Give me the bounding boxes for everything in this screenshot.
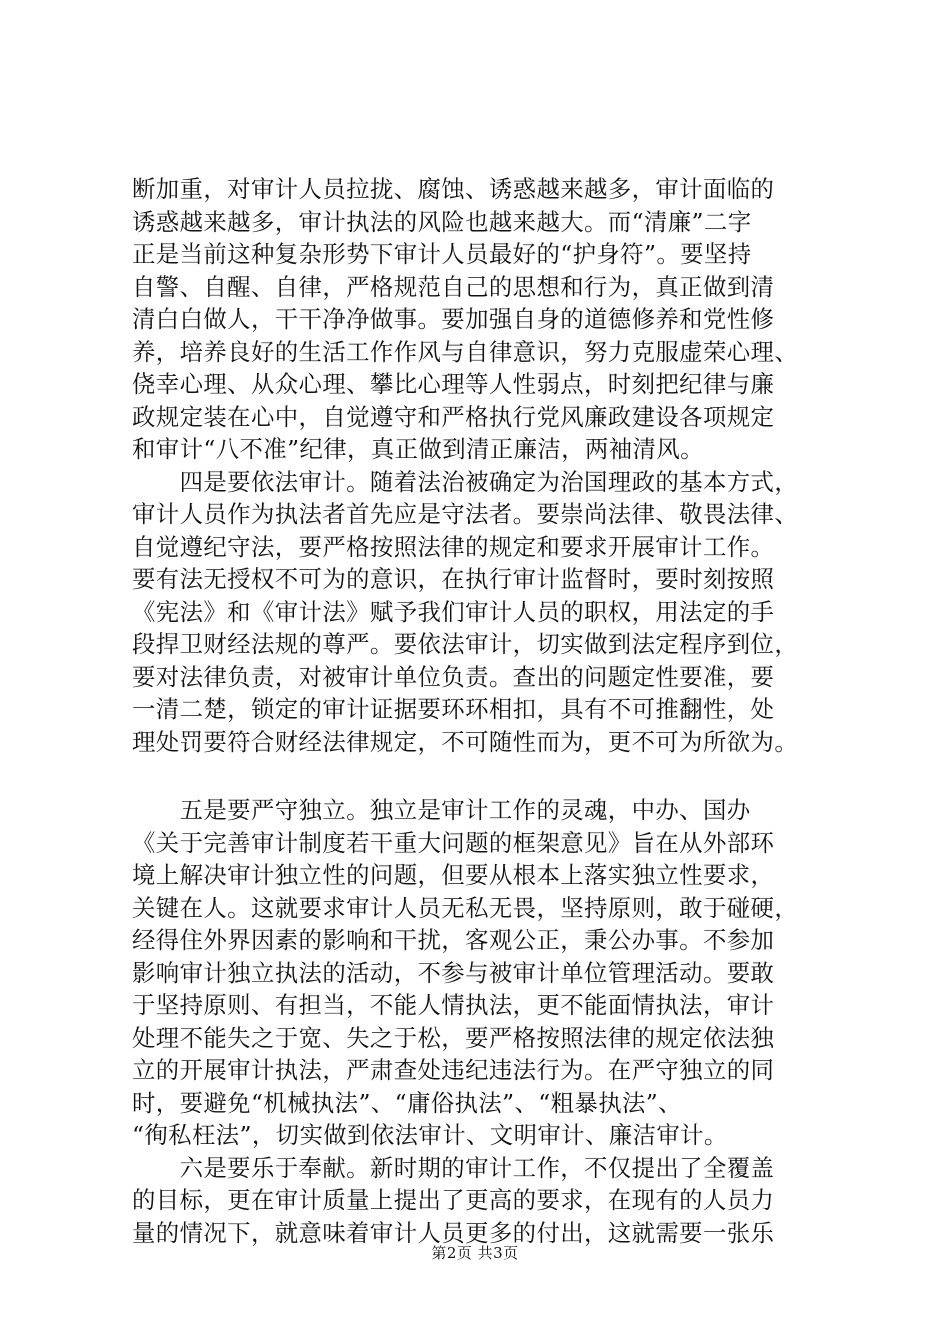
blank-line	[132, 758, 832, 794]
text-line: 关键在人。这就要求审计人员无私无畏，坚持原则，敢于碰硬，	[132, 893, 799, 922]
text-line: 养，培养良好的生活工作作风与自律意识，努力克服虚荣心理、	[132, 337, 799, 366]
text-line: 经得住外界因素的影响和干扰，客观公正，秉公办事。不参加	[132, 926, 775, 954]
text-line: 处理不能失之于宽、失之于松，要严格按照法律的规定依法独	[132, 1023, 775, 1052]
text-line: 诱惑越来越多，审计执法的风险也越来越大。而“清廉”二字	[132, 207, 752, 236]
text-line: 于坚持原则、有担当，不能人情执法，更不能面情执法，审计	[132, 991, 775, 1019]
paragraph-start-line: 四是要依法审计。随着法治被确定为治国理政的基本方式，	[132, 467, 799, 496]
text-line: 的目标，更在审计质量上提出了更高的要求，在现有的人员力	[132, 1186, 775, 1214]
text-line: 要对法律负责，对被审计单位负责。查出的问题定性要准，要	[132, 662, 775, 691]
text-line: 侥幸心理、从众心理、攀比心理等人性弱点，时刻把纪律与廉	[132, 370, 775, 398]
text-line: 时，要避免“机械执法”、“庸俗执法”、“粗暴执法”、	[132, 1088, 682, 1117]
text-line: “徇私枉法”，切实做到依法审计、文明审计、廉洁审计。	[132, 1121, 728, 1149]
text-line: 一清二楚，锁定的审计证据要环环相扣，具有不可推翻性，处	[132, 695, 775, 723]
text-line: 量的情况下，就意味着审计人员更多的付出，这就需要一张乐	[132, 1218, 775, 1247]
text-line: 理处罚要符合财经法律规定，不可随性而为，更不可为所欲为。	[132, 727, 799, 756]
text-line: 和审计“八不准”纪律，真正做到清正廉洁，两袖清风。	[132, 435, 704, 463]
text-line: 自觉遵纪守法，要严格按照法律的规定和要求开展审计工作。	[132, 532, 775, 561]
text-line: 境上解决审计独立性的问题，但要从根本上落实独立性要求，	[132, 861, 775, 889]
text-line: 正是当前这种复杂形势下审计人员最好的“护身符”。要坚持	[132, 240, 752, 268]
paragraph-start-line: 六是要乐于奉献。新时期的审计工作，不仅提出了全覆盖	[132, 1153, 775, 1182]
text-line: 审计人员作为执法者首先应是守法者。要崇尚法律、敬畏法律、	[132, 500, 799, 528]
text-line: 要有法无授权不可为的意识，在执行审计监督时，要时刻按照	[132, 565, 775, 593]
text-line: 自警、自醒、自律，严格规范自己的思想和行为，真正做到清	[132, 272, 775, 301]
text-line: 《宪法》和《审计法》赋予我们审计人员的职权，用法定的手	[132, 597, 775, 626]
body-text	[132, 173, 832, 1249]
text-line: 政规定装在心中，自觉遵守和严格执行党风廉政建设各项规定	[132, 402, 775, 431]
text-line: 《关于完善审计制度若干重大问题的框架意见》旨在从外部环	[132, 828, 775, 857]
text-line: 清白白做人，干干净净做事。要加强自身的道德修养和党性修	[132, 305, 775, 333]
page-footer: 第2页 共3页	[431, 1244, 519, 1262]
text-line: 立的开展审计执法，严肃查处违纪违法行为。在严守独立的同	[132, 1056, 775, 1084]
text-line: 断加重，对审计人员拉拢、腐蚀、诱惑越来越多，审计面临的	[132, 175, 775, 203]
text-line: 影响审计独立执法的活动，不参与被审计单位管理活动。要敢	[132, 958, 775, 987]
paragraph-start-line: 五是要严守独立。独立是审计工作的灵魂，中办、国办	[132, 796, 751, 824]
text-line: 段捍卫财经法规的尊严。要依法审计，切实做到法定程序到位，	[132, 630, 799, 658]
